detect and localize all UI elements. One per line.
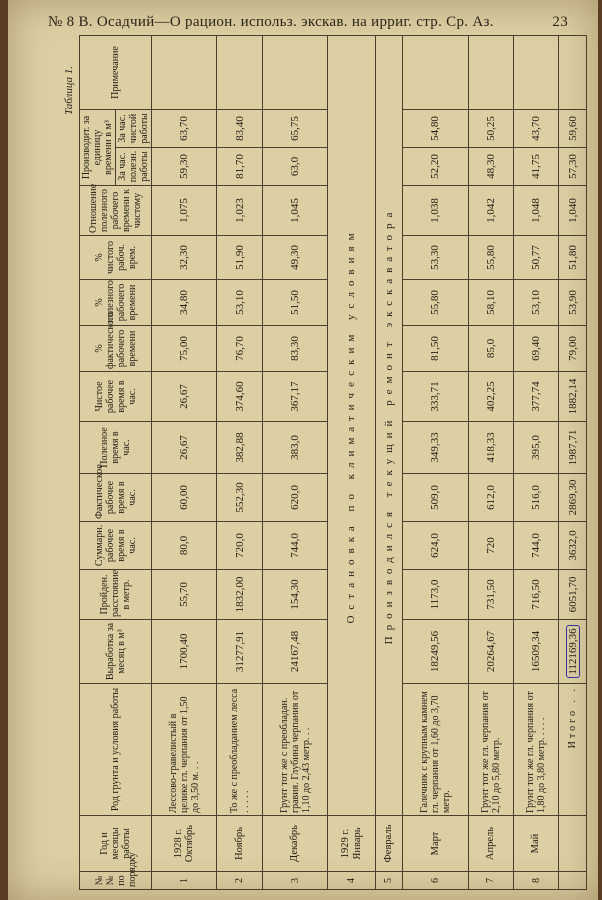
cell-ratio: 1,023 — [217, 186, 262, 236]
cell-pct-actual: 83,30 — [262, 326, 327, 372]
rotated-table-area — [0, 46, 602, 887]
cell-remarks — [559, 35, 587, 109]
header-pct-useful: % полезного рабочего времени — [80, 280, 152, 326]
header-prod-net: За час. чистой работы — [116, 109, 152, 147]
table-caption: Таблица 1. — [63, 66, 75, 115]
cell-prod-useful: 81,70 — [217, 148, 262, 186]
cell-remarks — [217, 35, 262, 109]
cell-month: Декабрь — [262, 816, 327, 872]
cell-pct-net: 55,80 — [468, 236, 513, 280]
total-net-time: 1882,14 — [559, 372, 587, 422]
cell-actual-time: 509,0 — [403, 474, 468, 522]
cell-useful-time: 383,0 — [262, 422, 327, 474]
cell-pct-net: 53,30 — [403, 236, 468, 280]
header-soil: Род грунта и условия работы — [80, 684, 152, 816]
header-pct-net: % чистого рабоч. врем. — [80, 236, 152, 280]
cell-pct-net: 32,30 — [152, 236, 217, 280]
cell-distance: 154,30 — [262, 570, 327, 620]
cell-month: Январь — [351, 827, 363, 860]
cell-output: 18249,56 — [403, 620, 468, 684]
cell-pct-net: 50,77 — [514, 236, 559, 280]
header-pct-actual: % фактического рабочего времени — [80, 326, 152, 372]
cell-month: Май — [514, 816, 559, 872]
cell-year: 1929 г. — [339, 828, 351, 859]
cell-actual-time: 552,30 — [217, 474, 262, 522]
total-pct-actual: 79,00 — [559, 326, 587, 372]
cell-prod-useful: 59,30 — [152, 148, 217, 186]
header-output: Выработка за месяц в м³ — [80, 620, 152, 684]
cell-ratio: 1,038 — [403, 186, 468, 236]
cell-distance: 55,70 — [152, 570, 217, 620]
cell-useful-time: 382,88 — [217, 422, 262, 474]
table-row — [468, 35, 513, 889]
page-number: 23 — [552, 14, 568, 30]
cell-stop-note: Остановка по климатическим условиям — [328, 35, 375, 815]
cell-output: 16509,34 — [514, 620, 559, 684]
total-distance: 6051,70 — [559, 570, 587, 620]
cell-useful-time: 349,33 — [403, 422, 468, 474]
cell-no: 1 — [152, 872, 217, 890]
cell-distance: 731,50 — [468, 570, 513, 620]
total-output — [559, 620, 587, 684]
cell-pct-useful: 53,10 — [217, 280, 262, 326]
cell-pct-useful: 53,10 — [514, 280, 559, 326]
total-output-value: 112169,36 — [566, 625, 580, 677]
table-row — [328, 35, 375, 889]
cell-distance: 716,50 — [514, 570, 559, 620]
cell-no: 2 — [217, 872, 262, 890]
cell-net-time: 402,25 — [468, 372, 513, 422]
issue-number: № 8 — [48, 14, 75, 30]
cell-actual-time: 60,00 — [152, 474, 217, 522]
cell-prod-useful: 41,75 — [514, 148, 559, 186]
total-prod-net: 59,60 — [559, 109, 587, 147]
total-row — [559, 35, 587, 889]
header-net-time: Чистое рабочее время в час. — [80, 372, 152, 422]
cell-pct-useful: 51,50 — [262, 280, 327, 326]
header-remarks: Примечание — [80, 35, 152, 109]
header-total-time: Суммарн. рабочее время в час. — [80, 522, 152, 570]
cell-prod-net: 43,70 — [514, 109, 559, 147]
header-ratio: Отношение полезного рабочего времени к чистому — [80, 186, 152, 236]
cell-no: 5 — [375, 872, 402, 890]
cell-remarks — [152, 35, 217, 109]
table-row — [375, 35, 402, 889]
cell-no: 4 — [328, 872, 375, 890]
header-productivity: Производит. за единицу времени в м³ — [80, 109, 116, 185]
cell-soil: Лессово-гравелистый в целике гл. черпания от 1,50 до 3,50 м. . . — [152, 684, 217, 816]
cell-remarks — [262, 35, 327, 109]
cell-prod-net: 65,75 — [262, 109, 327, 147]
cell-pct-actual: 69,40 — [514, 326, 559, 372]
header-prod-useful: За час. полезн. работы — [116, 148, 152, 186]
total-prod-useful: 57,30 — [559, 148, 587, 186]
cell-total-time: 744,0 — [262, 522, 327, 570]
cell-net-time: 377,74 — [514, 372, 559, 422]
cell-prod-net: 54,80 — [403, 109, 468, 147]
table-row — [152, 35, 217, 889]
table-row — [217, 35, 262, 889]
header-actual-time: Фактическое рабочее время в час. — [80, 474, 152, 522]
cell-soil: Грунт тот же с преобладан. гравия. Глубина черпания от 1,10 до 2,43 метр. . . — [262, 684, 327, 816]
cell-no — [559, 872, 587, 890]
cell-prod-net: 83,40 — [217, 109, 262, 147]
cell-period — [328, 816, 375, 872]
cell-output: 20264,67 — [468, 620, 513, 684]
cell-stop-note: Производился текущий ремонт экскаватора — [375, 35, 402, 815]
header-useful-time: Полезное время в час. — [80, 422, 152, 474]
cell-net-time: 374,60 — [217, 372, 262, 422]
cell-actual-time: 612,0 — [468, 474, 513, 522]
cell-soil: Грунт тот же гл. черпания от 2,10 до 5,80 метр. — [468, 684, 513, 816]
cell-net-time: 367,17 — [262, 372, 327, 422]
cell-pct-actual: 81,50 — [403, 326, 468, 372]
cell-month: Февраль — [375, 816, 402, 872]
cell-pct-actual: 85,0 — [468, 326, 513, 372]
cell-soil: Галечник с крупным камнем гл. черпания от 1,60 до 3,70 метр. — [403, 684, 468, 816]
data-table — [79, 35, 587, 890]
header-period: Год и месяцы работы — [80, 816, 152, 872]
cell-output: 31277,91 — [217, 620, 262, 684]
total-pct-useful: 53,90 — [559, 280, 587, 326]
total-actual-time: 2869,30 — [559, 474, 587, 522]
table-row — [514, 35, 559, 889]
cell-pct-useful: 55,80 — [403, 280, 468, 326]
cell-soil: То же с преобладанием лесса . . . . . — [217, 684, 262, 816]
cell-net-time: 26,67 — [152, 372, 217, 422]
table-row — [403, 35, 468, 889]
cell-month: Ноябрь — [217, 816, 262, 872]
cell-pct-useful: 34,80 — [152, 280, 217, 326]
cell-no: 6 — [403, 872, 468, 890]
header-distance: Пройден. расстояние в метр. — [80, 570, 152, 620]
cell-useful-time: 418,33 — [468, 422, 513, 474]
cell-pct-net: 51,90 — [217, 236, 262, 280]
cell-period — [152, 816, 217, 872]
cell-total-time: 720,0 — [217, 522, 262, 570]
cell-useful-time: 26,67 — [152, 422, 217, 474]
cell-month: Апрель — [468, 816, 513, 872]
cell-prod-useful: 48,30 — [468, 148, 513, 186]
cell-net-time: 333,71 — [403, 372, 468, 422]
cell-output: 24167,48 — [262, 620, 327, 684]
cell-ratio: 1,045 — [262, 186, 327, 236]
cell-total-time: 720 — [468, 522, 513, 570]
cell-pct-useful: 58,10 — [468, 280, 513, 326]
cell-prod-net: 63,70 — [152, 109, 217, 147]
cell-actual-time: 516,0 — [514, 474, 559, 522]
table-row — [262, 35, 327, 889]
cell-ratio: 1,048 — [514, 186, 559, 236]
cell-prod-net: 50,25 — [468, 109, 513, 147]
cell-pct-actual: 76,70 — [217, 326, 262, 372]
total-label: Итого . . — [559, 684, 587, 816]
cell-no: 8 — [514, 872, 559, 890]
cell-remarks — [468, 35, 513, 109]
cell-total-time: 624,0 — [403, 522, 468, 570]
header-no: №№ по порядку — [80, 872, 152, 890]
total-ratio: 1,040 — [559, 186, 587, 236]
cell-no: 3 — [262, 872, 327, 890]
cell-prod-useful: 52,20 — [403, 148, 468, 186]
cell-no: 7 — [468, 872, 513, 890]
cell-total-time: 744,0 — [514, 522, 559, 570]
cell-ratio: 1,042 — [468, 186, 513, 236]
cell-prod-useful: 63,0 — [262, 148, 327, 186]
cell-total-time: 80,0 — [152, 522, 217, 570]
cell-soil: Грунт тот же гл. черпания от 1,80 до 3,80 метр. . . . . — [514, 684, 559, 816]
cell-distance: 1173,0 — [403, 570, 468, 620]
cell-month: Октябрь — [184, 824, 196, 863]
cell-remarks — [514, 35, 559, 109]
total-total-time: 3632,0 — [559, 522, 587, 570]
cell-useful-time: 395,0 — [514, 422, 559, 474]
cell-distance: 1832,00 — [217, 570, 262, 620]
cell-period — [559, 816, 587, 872]
cell-remarks — [403, 35, 468, 109]
page-header — [48, 14, 568, 31]
cell-pct-actual: 75,00 — [152, 326, 217, 372]
total-useful-time: 1987,71 — [559, 422, 587, 474]
cell-ratio: 1,075 — [152, 186, 217, 236]
cell-month: Март — [403, 816, 468, 872]
total-pct-net: 51,80 — [559, 236, 587, 280]
cell-actual-time: 620,0 — [262, 474, 327, 522]
cell-year: 1928 г. — [172, 828, 184, 859]
cell-output: 1700,40 — [152, 620, 217, 684]
cell-pct-net: 49,30 — [262, 236, 327, 280]
running-title: В. Осадчий—О рацион. использ. экскав. на ирриг. стр. Ср. Аз. — [78, 14, 494, 30]
